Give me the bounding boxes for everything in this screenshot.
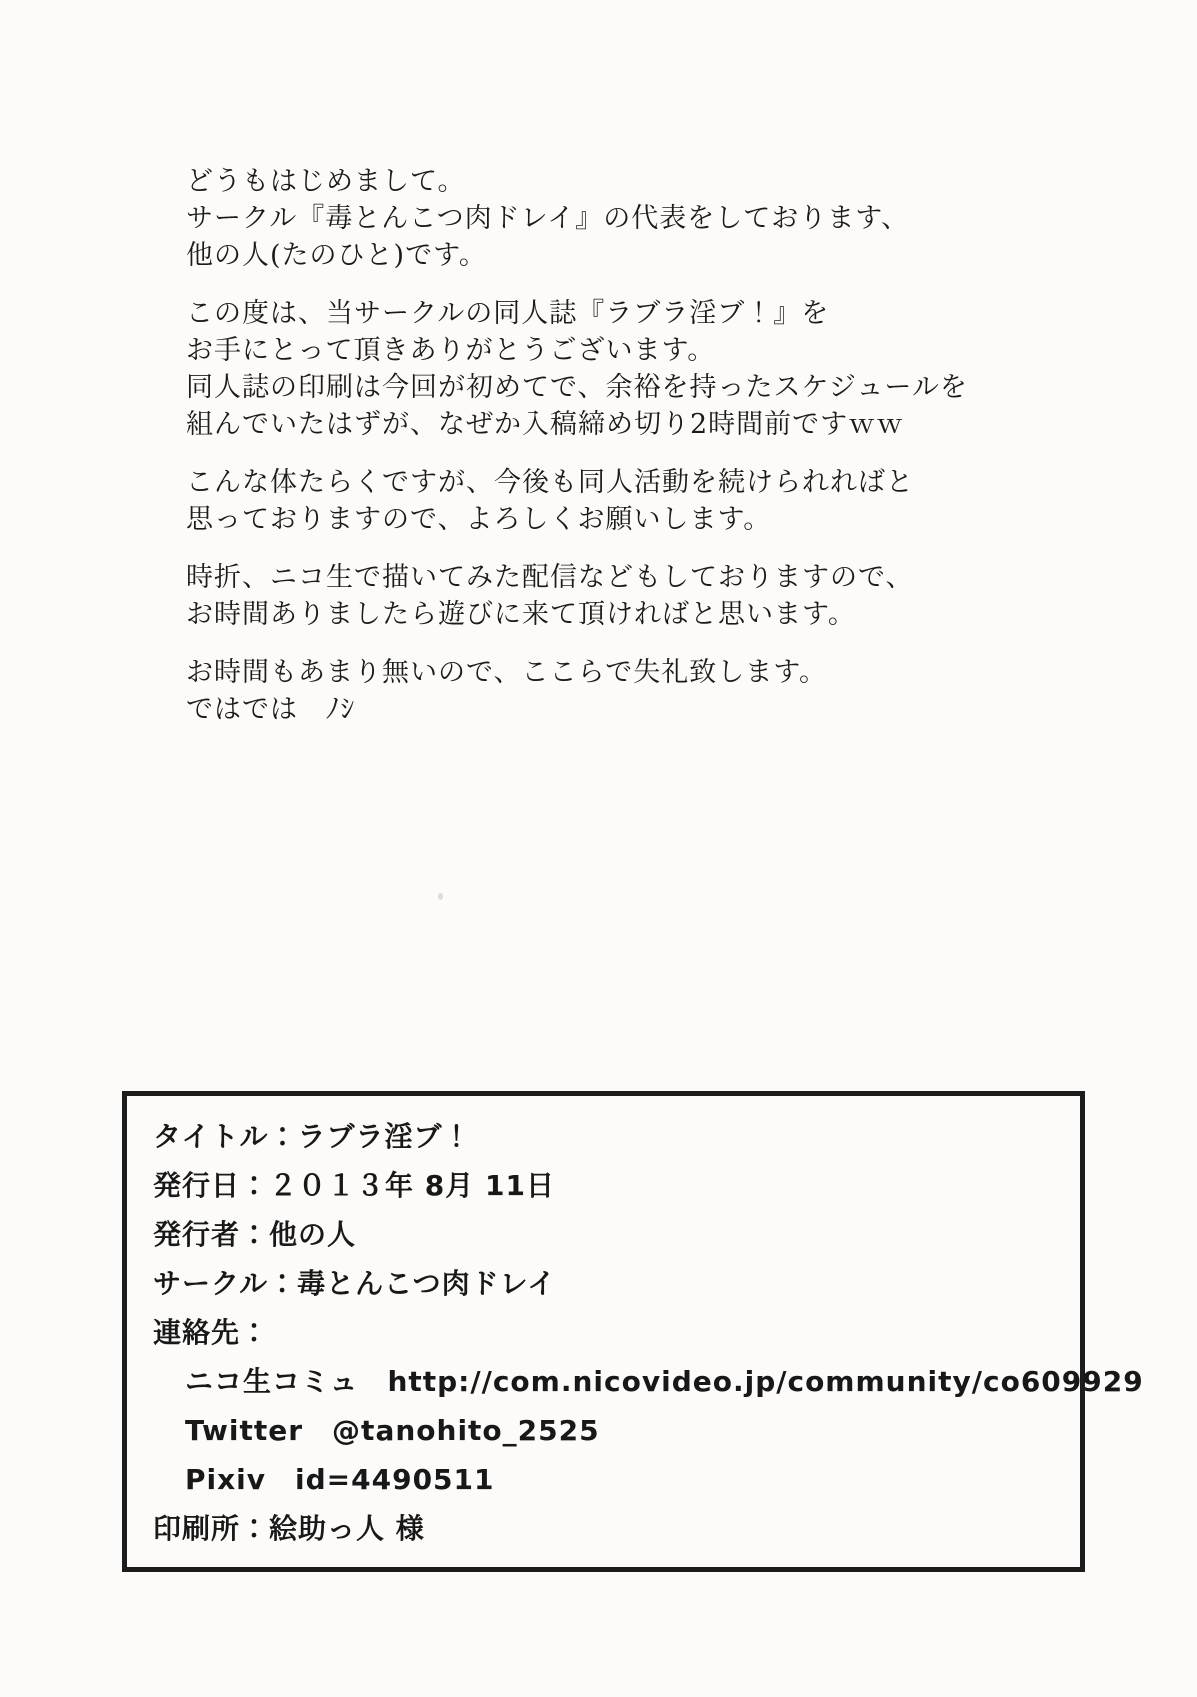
afterword-paragraph-greeting (186, 163, 1136, 274)
colophon-twitter-row: Twitter @tanohito_2525 (185, 1414, 600, 1447)
afterword-line: 時折、ニコ生で描いてみた配信などもしておりますので、 (186, 562, 914, 593)
colophon-publish-date-row: 発行日：２０１３年 8月 11日 (153, 1169, 555, 1202)
afterword-line: 同人誌の印刷は今回が初めてで、余裕を持ったスケジュールを (186, 372, 968, 403)
afterword-line: 他の人(たのひと)です。 (186, 240, 487, 271)
afterword-line: こんな体たらくですが、今後も同人活動を続けられればと (186, 467, 914, 498)
colophon-nicolive-url-row: ニコ生コミュ http://com.nicovideo.jp/community/co609929 (185, 1365, 1144, 1398)
afterword-line: お手にとって頂きありがとうございます。 (186, 335, 716, 366)
afterword-line: 組んでいたはずが、なぜか入稿締め切り2時間前ですｗｗ (186, 409, 905, 440)
colophon-title-row: タイトル：ラブラ淫ブ！ (153, 1120, 472, 1153)
afterword-line: お時間もあまり無いので、ここらで失礼致します。 (186, 657, 828, 688)
afterword-line: ではでは ﾉｼ (186, 694, 355, 725)
afterword-paragraph-thanks (186, 295, 1136, 443)
afterword-text-block (186, 163, 1136, 749)
afterword-line: 思っておりますので、よろしくお願いします。 (186, 504, 772, 535)
colophon-circle-row: サークル：毒とんこつ肉ドレイ (153, 1267, 557, 1300)
afterword-paragraph-stream (186, 559, 1136, 633)
afterword-paragraph-farewell (186, 654, 1136, 728)
afterword-line: お時間ありましたら遊びに来て頂ければと思います。 (186, 599, 856, 630)
scan-artifact (438, 893, 443, 900)
afterword-line: サークル『毒とんこつ肉ドレイ』の代表をしております、 (186, 203, 910, 234)
colophon-pixiv-row: Pixiv id=4490511 (185, 1463, 495, 1496)
afterword-line: この度は、当サークルの同人誌『ラブラ淫ブ！』を (186, 298, 830, 329)
colophon-publisher-row: 発行者：他の人 (153, 1218, 357, 1251)
afterword-paragraph-future (186, 464, 1136, 538)
afterword-line: どうもはじめまして。 (186, 166, 466, 197)
colophon-contact-label-row: 連絡先： (153, 1316, 270, 1349)
colophon-printer-row: 印刷所：絵助っ人 様 (153, 1512, 425, 1545)
colophon-box (122, 1091, 1144, 1572)
